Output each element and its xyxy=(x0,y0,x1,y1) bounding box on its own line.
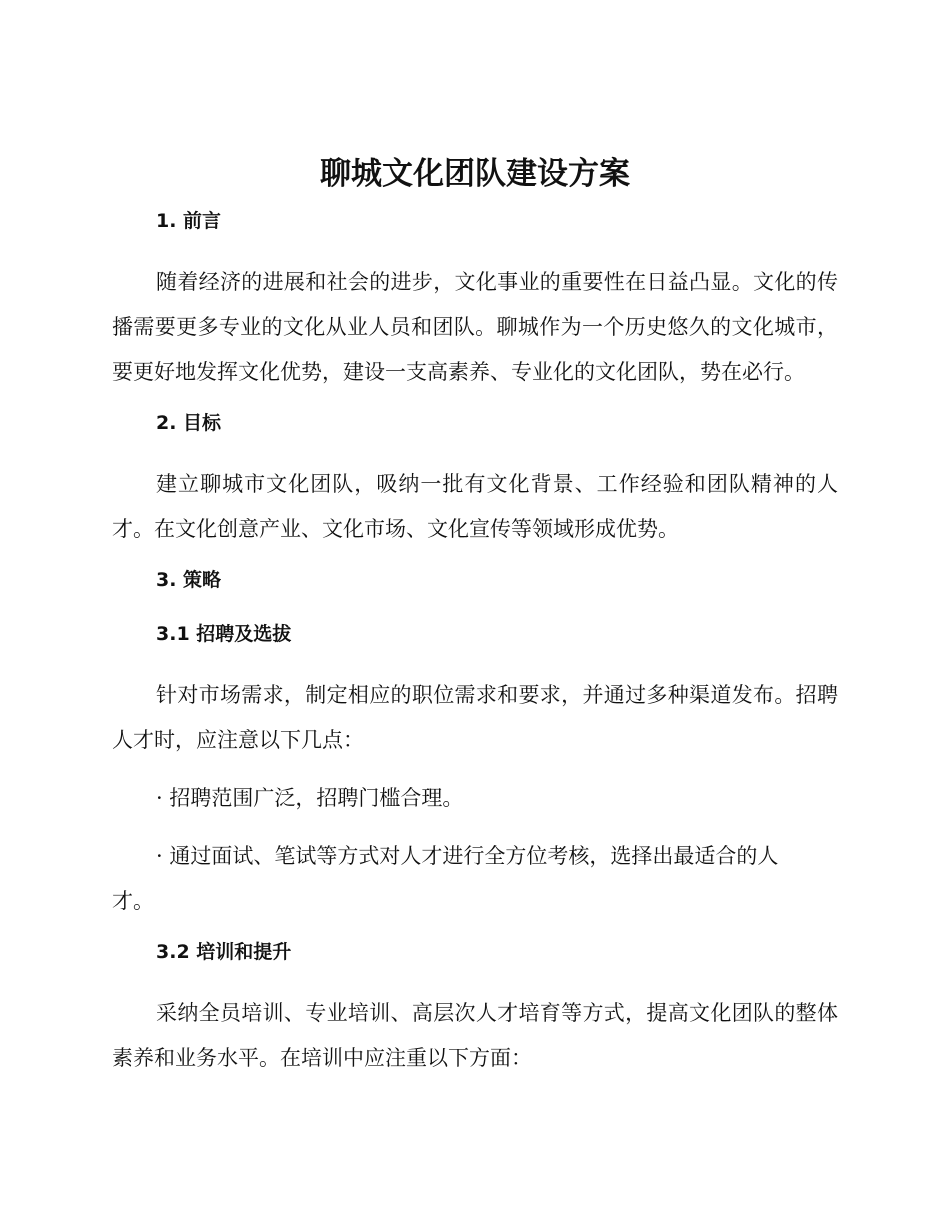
bullet-recruitment-scope: · 招聘范围广泛，招聘门槛合理。 xyxy=(156,786,464,810)
paragraph-recruitment: 针对市场需求，制定相应的职位需求和要求，并通过多种渠道发布。招聘人才时，应注意以下几点： xyxy=(112,683,838,752)
paragraph-goals: 建立聊城市文化团队，吸纳一批有文化背景、工作经验和团队精神的人才。在文化创意产业、文化市场、文化宣传等领域形成优势。 xyxy=(112,472,838,541)
document-title: 聊城文化团队建设方案 xyxy=(320,156,630,192)
bullet-recruitment-assessment: · 通过面试、笔试等方式对人才进行全方位考核，选择出最适合的人才。 xyxy=(112,844,779,913)
section-heading-strategy: 3. 策略 xyxy=(156,569,222,591)
section-heading-preface: 1. 前言 xyxy=(156,210,222,232)
paragraph-preface: 随着经济的进展和社会的进步，文化事业的重要性在日益凸显。文化的传播需要更多专业的文化从业人员和团队。聊城作为一个历史悠久的文化城市，要更好地发挥文化优势，建设一支高素养、专业化的文化团队，势在必行。 xyxy=(112,270,838,384)
section-heading-goals: 2. 目标 xyxy=(156,412,222,434)
subsection-heading-training: 3.2 培训和提升 xyxy=(156,941,292,963)
subsection-heading-recruitment: 3.1 招聘及选拔 xyxy=(156,623,292,645)
paragraph-training: 采纳全员培训、专业培训、高层次人才培育等方式，提高文化团队的整体素养和业务水平。在培训中应注重以下方面： xyxy=(112,1001,838,1070)
